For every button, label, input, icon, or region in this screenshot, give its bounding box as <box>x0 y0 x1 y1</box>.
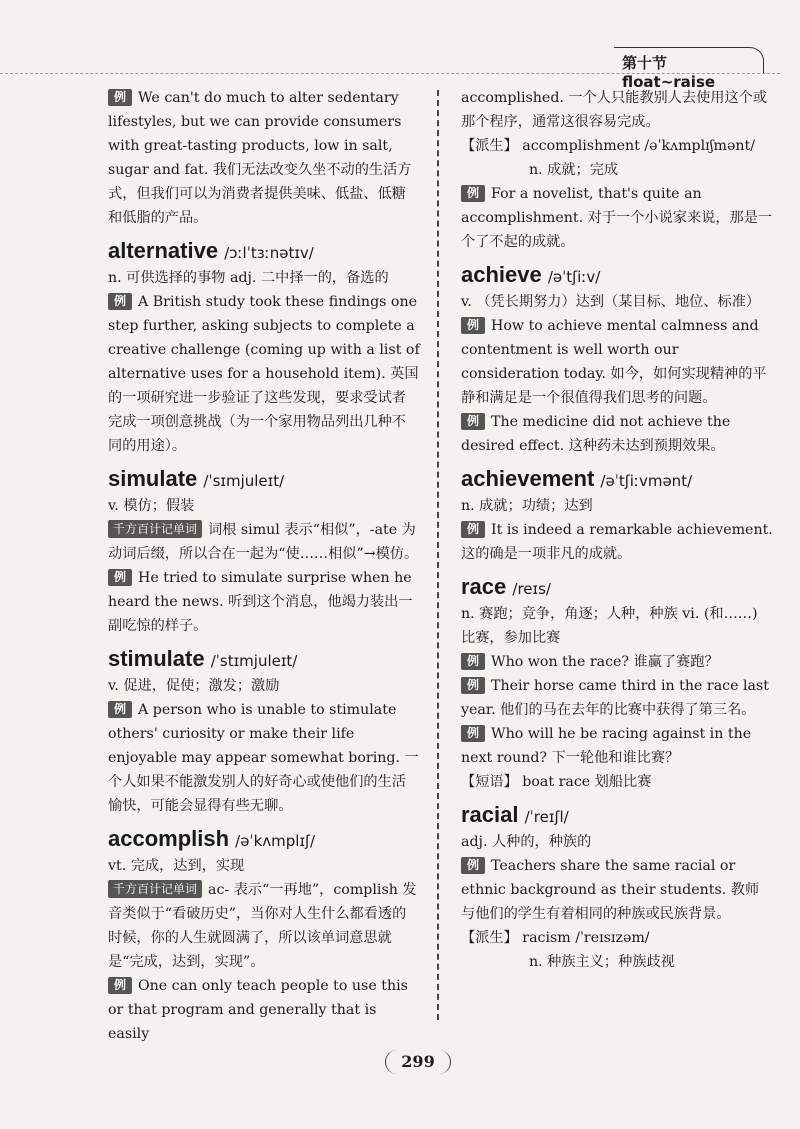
entry-alternative <box>108 236 420 458</box>
phonetic: /əˈkʌmplɪʃ/ <box>235 832 316 850</box>
phonetic: /reɪs/ <box>512 580 551 598</box>
definition: v. 促进，促使；激发；激励 <box>108 678 280 694</box>
entry-accomplish <box>108 824 420 1046</box>
example: 例 Who will he be racing against in the next round? 下一轮他和谁比赛？ <box>461 726 752 766</box>
section-header: 第十节 float~raise <box>614 47 764 73</box>
accomplish-example-continued: accomplished. 一个人只能教别人去使用这个或那个程序，通常这很容易完成。 <box>461 90 768 130</box>
left-column <box>108 86 420 1046</box>
entry-achievement <box>461 464 773 566</box>
definition: v. 模仿；假装 <box>108 498 195 514</box>
phonetic: /ˈstɪmjuleɪt/ <box>210 652 298 670</box>
intro-example: 例 We can't do much to alter sedentary lifestyles, but we can provide consumers with great-tasting products, low in salt, sugar and fat. 我们无法改变久坐不动的生活方式，但我们可以为消费者提供美味、低盐、低糖和低脂的产品。 <box>108 90 412 226</box>
example: 例 Their horse came third in the race last year. 他们的马在去年的比赛中获得了第三名。 <box>461 678 769 718</box>
definition: adj. 人种的，种族的 <box>461 834 592 850</box>
phonetic: /ˈsɪmjuleɪt/ <box>203 472 285 490</box>
phonetic: /əˈtʃiːvmənt/ <box>600 472 693 490</box>
page-number: 299 <box>385 1050 451 1074</box>
derivative-definition: n. 种族主义；种族歧视 <box>529 954 675 970</box>
headword: simulate <box>108 466 198 491</box>
phonetic: /əˈtʃiːv/ <box>547 268 601 286</box>
headword: race <box>461 574 507 599</box>
definition: n. 可供选择的事物 adj. 二中择一的，备选的 <box>108 270 389 286</box>
example: 例 Teachers share the same racial or ethnic background as their students. 教师与他们的学生有着相同的种族或民族背景。 <box>461 858 760 922</box>
derivative: 【派生】 accomplishment /əˈkʌmplɪʃmənt/ <box>461 138 756 154</box>
entry-race <box>461 572 773 794</box>
derivative: 【派生】 racism /ˈreɪsɪzəm/ <box>461 930 650 946</box>
column-divider <box>437 90 439 1020</box>
example: 例 For a novelist, that's quite an accomplishment. 对于一个小说家来说，那是一个了不起的成就。 <box>461 186 773 250</box>
derivative-definition: n. 成就；完成 <box>529 162 619 178</box>
example: 例 The medicine did not achieve the desired effect. 这种药未达到预期效果。 <box>461 414 731 454</box>
headword: accomplish <box>108 826 230 851</box>
memory-tip: 千方百计记单词 ac- 表示“一再地”，complish 发音类似于“看破历史”，当你对人生什么都看透的时候，你的人生就圆满了，所以该单词意思就是“完成，达到，实现”。 <box>108 882 417 970</box>
headword: stimulate <box>108 646 205 671</box>
entry-achieve <box>461 260 773 458</box>
example: 例 It is indeed a remarkable achievement. 这的确是一项非凡的成就。 <box>461 522 773 562</box>
example: 例 How to achieve mental calmness and contentment is well worth our consideration today. 如今，如何实现精神的平静和满足是一个很值得我们思考的问题。 <box>461 318 767 406</box>
entry-stimulate <box>108 644 420 818</box>
phonetic: /ɔːlˈtɜːnətɪv/ <box>224 244 314 262</box>
example: 例 A person who is unable to stimulate others' curiosity or make their life enjoyable may appear somewhat boring. 一个人如果不能激发别人的好奇心或使他们的生活愉快，可能会显得有些无聊。 <box>108 702 419 814</box>
definition: vt. 完成，达到，实现 <box>108 858 245 874</box>
memory-tag: 千方百计记单词 <box>108 880 202 898</box>
definition: n. 成就；功绩；达到 <box>461 498 593 514</box>
phrase: 【短语】 boat race 划船比赛 <box>461 774 652 790</box>
phonetic: /ˈreɪʃl/ <box>524 808 569 826</box>
example: 例 He tried to simulate surprise when he heard the news. 听到这个消息，他竭力装出一副吃惊的样子。 <box>108 570 413 634</box>
example-tag: 例 <box>108 89 132 106</box>
headword: achievement <box>461 466 595 491</box>
memory-tag: 千方百计记单词 <box>108 520 202 538</box>
example: 例 A British study took these findings one step further, asking subjects to complete a creative challenge (coming up with a list of alternative uses for a household item). 英国的一项研究进一步验证了这些发现，要求受试者完成一项创意挑战（为一个家用物品列出几种不同的用途）。 <box>108 294 420 454</box>
memory-tip: 千方百计记单词 词根 simul 表示“相似”，-ate 为动词后缀，所以合在一起为“使……相似”→模仿。 <box>108 522 419 562</box>
definition: v. （凭长期努力）达到（某目标、地位、标准） <box>461 294 761 310</box>
headword: alternative <box>108 238 219 263</box>
header-rule <box>0 73 780 74</box>
example: 例 One can only teach people to use this or that program and generally that is easily <box>108 978 408 1042</box>
entry-simulate <box>108 464 420 638</box>
headword: achieve <box>461 262 542 287</box>
right-column <box>461 86 773 974</box>
entry-racial <box>461 800 773 974</box>
definition: n. 赛跑；竞争，角逐；人种，种族 vi. (和……) 比赛，参加比赛 <box>461 606 758 646</box>
example: 例 Who won the race? 谁赢了赛跑？ <box>461 650 773 674</box>
headword: racial <box>461 802 519 827</box>
